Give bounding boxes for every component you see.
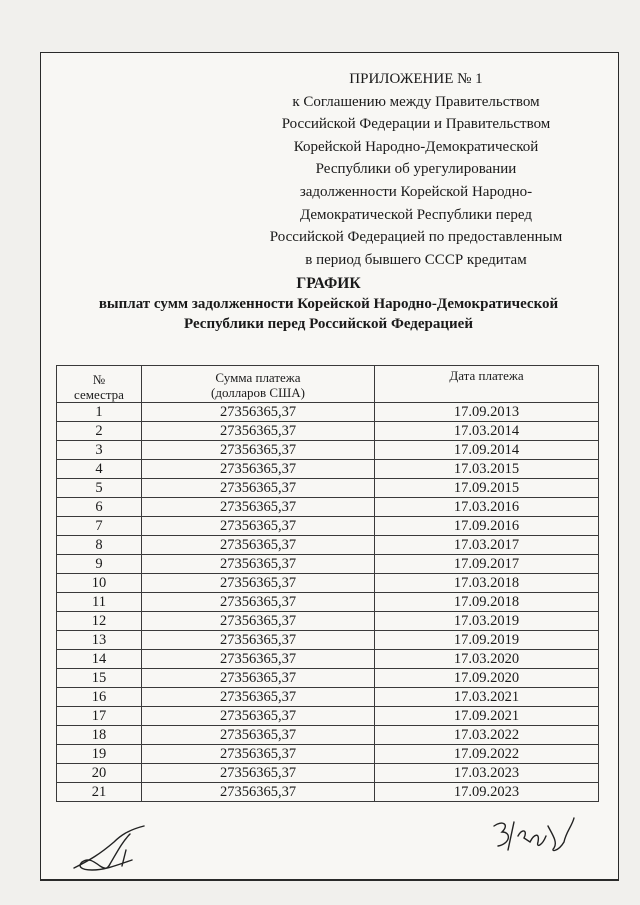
header-semester-number bbox=[57, 366, 142, 403]
payment-amount-cell: 27356365,37 bbox=[142, 650, 375, 669]
payment-amount-cell: 27356365,37 bbox=[142, 707, 375, 726]
semester-number-cell: 19 bbox=[57, 745, 142, 764]
payment-date-cell: 17.09.2023 bbox=[375, 783, 599, 802]
payment-amount-cell: 27356365,37 bbox=[142, 764, 375, 783]
header-sum-unit: (долларов США) bbox=[211, 385, 305, 400]
payment-amount-cell: 27356365,37 bbox=[142, 631, 375, 650]
header-sum-label: Сумма платежа bbox=[215, 370, 301, 385]
payment-date-cell: 17.03.2018 bbox=[375, 574, 599, 593]
semester-number-cell: 9 bbox=[57, 555, 142, 574]
table-row bbox=[57, 745, 599, 764]
table-row bbox=[57, 783, 599, 802]
appendix-line: Республики об урегулировании bbox=[315, 161, 517, 178]
table-row bbox=[57, 764, 599, 783]
payment-date-cell: 17.03.2014 bbox=[375, 422, 599, 441]
semester-number-cell: 20 bbox=[57, 764, 142, 783]
table-row bbox=[57, 726, 599, 745]
payment-amount-cell: 27356365,37 bbox=[142, 612, 375, 631]
appendix-line: Российской Федерацией по предоставленным bbox=[269, 229, 563, 246]
table-row bbox=[57, 460, 599, 479]
payment-date-cell: 17.09.2021 bbox=[375, 707, 599, 726]
payment-amount-cell: 27356365,37 bbox=[142, 479, 375, 498]
header-payment-amount bbox=[142, 366, 375, 403]
table-row bbox=[57, 498, 599, 517]
payment-date-cell: 17.03.2023 bbox=[375, 764, 599, 783]
semester-number-cell: 21 bbox=[57, 783, 142, 802]
table-row bbox=[57, 593, 599, 612]
header-num-symbol: № bbox=[92, 372, 106, 387]
table-row bbox=[57, 422, 599, 441]
payment-amount-cell: 27356365,37 bbox=[142, 783, 375, 802]
table-row bbox=[57, 517, 599, 536]
table-row bbox=[57, 688, 599, 707]
payment-date-cell: 17.03.2016 bbox=[375, 498, 599, 517]
payment-amount-cell: 27356365,37 bbox=[142, 441, 375, 460]
payment-date-cell: 17.03.2017 bbox=[375, 536, 599, 555]
payment-amount-cell: 27356365,37 bbox=[142, 688, 375, 707]
payment-amount-cell: 27356365,37 bbox=[142, 460, 375, 479]
table-row bbox=[57, 403, 599, 422]
payment-date-cell: 17.09.2019 bbox=[375, 631, 599, 650]
appendix-line: задолженности Корейской Народно- bbox=[299, 183, 533, 200]
payment-amount-cell: 27356365,37 bbox=[142, 422, 375, 441]
semester-number-cell: 2 bbox=[57, 422, 142, 441]
table-row bbox=[57, 650, 599, 669]
payment-date-cell: 17.09.2017 bbox=[375, 555, 599, 574]
payment-date-cell: 17.09.2016 bbox=[375, 517, 599, 536]
payment-date-cell: 17.09.2015 bbox=[375, 479, 599, 498]
table-row bbox=[57, 707, 599, 726]
semester-number-cell: 5 bbox=[57, 479, 142, 498]
header-payment-date bbox=[375, 366, 599, 403]
semester-number-cell: 17 bbox=[57, 707, 142, 726]
semester-number-cell: 14 bbox=[57, 650, 142, 669]
payment-amount-cell: 27356365,37 bbox=[142, 574, 375, 593]
payment-amount-cell: 27356365,37 bbox=[142, 517, 375, 536]
payment-schedule-table bbox=[56, 365, 599, 802]
payment-amount-cell: 27356365,37 bbox=[142, 536, 375, 555]
payment-date-cell: 17.09.2020 bbox=[375, 669, 599, 688]
schedule-subtitle-line-1: выплат сумм задолженности Корейской Народно-Демократической bbox=[98, 296, 559, 312]
semester-number-cell: 7 bbox=[57, 517, 142, 536]
signature-right bbox=[488, 812, 578, 862]
payment-date-cell: 17.03.2015 bbox=[375, 460, 599, 479]
payment-date-cell: 17.03.2020 bbox=[375, 650, 599, 669]
table-header-row bbox=[57, 366, 599, 403]
payment-amount-cell: 27356365,37 bbox=[142, 593, 375, 612]
header-date-label: Дата платежа bbox=[449, 368, 524, 383]
payment-amount-cell: 27356365,37 bbox=[142, 745, 375, 764]
header-num-label: семестра bbox=[74, 387, 124, 402]
table-row bbox=[57, 574, 599, 593]
signature-right-drawing bbox=[488, 812, 578, 862]
appendix-line: в период бывшего СССР кредитам bbox=[305, 251, 527, 268]
payment-amount-cell: 27356365,37 bbox=[142, 555, 375, 574]
payment-date-cell: 17.09.2014 bbox=[375, 441, 599, 460]
semester-number-cell: 13 bbox=[57, 631, 142, 650]
payment-date-cell: 17.09.2013 bbox=[375, 403, 599, 422]
semester-number-cell: 8 bbox=[57, 536, 142, 555]
payment-amount-cell: 27356365,37 bbox=[142, 669, 375, 688]
payment-date-cell: 17.03.2019 bbox=[375, 612, 599, 631]
semester-number-cell: 10 bbox=[57, 574, 142, 593]
payment-date-cell: 17.03.2022 bbox=[375, 726, 599, 745]
schedule-heading: ГРАФИК bbox=[296, 275, 361, 292]
schedule-title bbox=[40, 274, 617, 334]
semester-number-cell: 6 bbox=[57, 498, 142, 517]
semester-number-cell: 18 bbox=[57, 726, 142, 745]
table-row bbox=[57, 536, 599, 555]
appendix-line: ПРИЛОЖЕНИЕ № 1 bbox=[349, 71, 483, 87]
appendix-line: к Соглашению между Правительством bbox=[292, 93, 540, 110]
signature-left bbox=[70, 820, 160, 876]
payment-amount-cell: 27356365,37 bbox=[142, 726, 375, 745]
semester-number-cell: 11 bbox=[57, 593, 142, 612]
semester-number-cell: 3 bbox=[57, 441, 142, 460]
appendix-line: Демократической Республики перед bbox=[299, 206, 533, 223]
table-row bbox=[57, 441, 599, 460]
payment-date-cell: 17.09.2022 bbox=[375, 745, 599, 764]
payment-date-cell: 17.03.2021 bbox=[375, 688, 599, 707]
table-row bbox=[57, 479, 599, 498]
payment-date-cell: 17.09.2018 bbox=[375, 593, 599, 612]
appendix-block bbox=[236, 68, 596, 271]
schedule-subtitle-line-2: Республики перед Российской Федерацией bbox=[184, 316, 473, 332]
table-row bbox=[57, 612, 599, 631]
semester-number-cell: 15 bbox=[57, 669, 142, 688]
semester-number-cell: 1 bbox=[57, 403, 142, 422]
payment-amount-cell: 27356365,37 bbox=[142, 498, 375, 517]
table-row bbox=[57, 669, 599, 688]
semester-number-cell: 16 bbox=[57, 688, 142, 707]
table-row bbox=[57, 631, 599, 650]
appendix-line: Корейской Народно-Демократической bbox=[293, 138, 539, 155]
semester-number-cell: 4 bbox=[57, 460, 142, 479]
semester-number-cell: 12 bbox=[57, 612, 142, 631]
payment-amount-cell: 27356365,37 bbox=[142, 403, 375, 422]
appendix-line: Российской Федерации и Правительством bbox=[281, 116, 551, 133]
table-row bbox=[57, 555, 599, 574]
